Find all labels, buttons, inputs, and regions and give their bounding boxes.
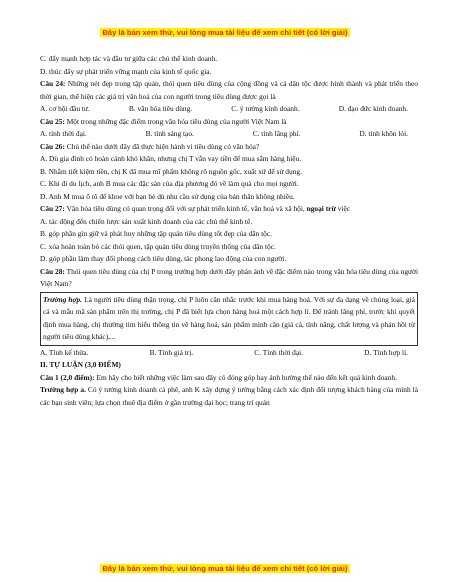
option-d: D. Tính hợp lí. bbox=[364, 347, 408, 357]
option-d: D. góp phần làm thay đổi phong cách tiêu dùng, tác phong lao động của con người. bbox=[40, 254, 287, 263]
case-title: Trường hợp. bbox=[43, 294, 83, 304]
case-a bbox=[40, 384, 418, 409]
case-text: Là người tiêu dùng thận trọng, chị P luôn cân nhắc trước khi mua hàng hoá. Với sự đa dạng về chủng loại, giá cả và mẫu mã sản phẩm trên thị trường, chị P đã biết lựa chọn hàng hoá một cách hợp lí. Để tránh lãng phí, trước khi quyết định mua hàng, chị thường tìm hiểu thông tin về hàng hoá, sản phẩm mình cần (giá cả, tính năng, chất lượng và phản hồi từ người tiêu dùng khác),... bbox=[43, 294, 415, 341]
preview-banner-top bbox=[0, 28, 450, 37]
question-26 bbox=[40, 141, 418, 154]
option-c: C. tính lãng phí. bbox=[252, 129, 301, 138]
essay-question-1 bbox=[40, 372, 418, 385]
banner-text: Đây là bản xem thử, vui lòng mua tài liệu để xem chi tiết (có lời giải) bbox=[102, 564, 348, 573]
option-c: C. xóa hoàn toàn bỏ các thói quen, tập quán tiêu dùng truyền thống của dân tộc. bbox=[40, 241, 276, 251]
question-text: Em hãy cho biết những việc làm sau đây có đóng góp hay ảnh hưởng thế nào đến kết quả kinh doanh. bbox=[94, 372, 397, 382]
option-d: D. tính khôn lỏi. bbox=[359, 129, 408, 138]
question-28 bbox=[40, 266, 418, 291]
question-24-options bbox=[40, 103, 418, 116]
option-b: B. văn hóa tiêu dùng. bbox=[128, 104, 193, 113]
section-heading bbox=[40, 359, 418, 372]
case-box bbox=[40, 292, 418, 346]
option-a: A. Dù gia đình có hoàn cảnh khó khăn, nhưng chị T vẫn vay tiền để mua sắm hàng hiệu. bbox=[40, 154, 302, 163]
option-a: A. tác động đến chiến lược sản xuất kinh doanh của các chủ thể kinh tế. bbox=[40, 216, 253, 226]
case-a-text: Có ý tưởng kinh doanh cà phê, anh K xây dựng ý tưởng bằng cách xác định đối tượng khách hàng của mình là các bạn sinh viên; lựa chọn thuê địa điểm ở gần trường đại học; trang trí quán bbox=[40, 385, 418, 407]
option-d: D. Anh M mua ô tô để khoe với bạn bè dù nhu cầu sử dụng của bản thân không nhiều. bbox=[40, 191, 295, 201]
preview-banner-bottom bbox=[0, 564, 450, 573]
option-b: B. tính sáng tạo. bbox=[145, 129, 194, 138]
document-body bbox=[40, 53, 418, 409]
question-text: Văn hóa tiêu dùng có quan trọng đối với sự phát triển kinh tế, văn hoá và xã hội, bbox=[64, 204, 307, 213]
option-a: A. cơ hội đầu tư. bbox=[40, 104, 90, 113]
question-text: Thói quen tiêu dùng của chị P trong trường hợp dưới đây phản ánh về đặc điểm nào trong văn hóa tiêu dùng của người Việt Nam? bbox=[40, 266, 419, 288]
option-b: B. Tính giá trị. bbox=[149, 347, 194, 357]
question-text: Chủ thể nào dưới đây đã thực hiện hành vi tiêu dùng có văn hóa? bbox=[64, 141, 260, 151]
prev-option-d: D. thúc đẩy sự phát triển vững mạnh của kinh tế quốc gia. bbox=[40, 66, 212, 76]
question-25 bbox=[40, 116, 418, 129]
question-27 bbox=[40, 203, 418, 216]
question-text: Những nét đẹp trong tập quán, thói quen tiêu dùng của cộng đồng và cá dân tộc được hình thành và phát triển theo thời gian, thể hiện các giá trị văn hoá của con người trong tiêu dùng được gọi là bbox=[40, 79, 418, 101]
option-b: B. góp phần gìn giữ và phát huy những tập quán tiêu dùng tốt đẹp của dân tộc. bbox=[40, 229, 272, 238]
prev-option-c: C. đẩy mạnh hợp tác và đầu tư giữa các chủ thể kinh doanh. bbox=[40, 54, 218, 63]
question-text: Một trong những đặc điểm trong văn hóa tiêu dùng của người Việt Nam là bbox=[64, 116, 287, 126]
section-heading-text: II. TỰ LUẬN (3,0 ĐIỂM) bbox=[40, 360, 121, 369]
banner-text: Đây là bản xem thử, vui lòng mua tài liệu để xem chi tiết (có lời giải) bbox=[102, 28, 348, 37]
question-label: Câu 27: bbox=[40, 204, 65, 213]
option-c: C. ý tưởng kinh doanh. bbox=[231, 104, 300, 113]
question-text-end: việc bbox=[335, 204, 351, 213]
case-a-label: Trường hợp a. bbox=[40, 385, 86, 394]
question-label: Câu 25: bbox=[40, 116, 65, 126]
question-label: Câu 28: bbox=[40, 266, 65, 276]
option-b: B. Nhằm tiết kiệm tiền, chị K đã mua mĩ phẩm không rõ nguồn gốc, xuất xứ để sử dụng. bbox=[40, 166, 302, 176]
option-a: A. Tính kế thừa. bbox=[40, 347, 89, 357]
option-c: C. Tính thời đại. bbox=[254, 347, 304, 357]
question-25-options bbox=[40, 128, 418, 141]
option-d: D. đạo đức kinh doanh. bbox=[338, 104, 408, 113]
question-24 bbox=[40, 78, 418, 103]
question-label: Câu 26: bbox=[40, 141, 65, 151]
option-a: A. tính thời đại. bbox=[40, 129, 87, 138]
question-28-options bbox=[40, 347, 418, 360]
question-emphasis: ngoại trừ bbox=[306, 204, 336, 213]
option-c: C. Khi đi du lịch, anh B mua các đặc sản của địa phương đó về làm quà cho mọi người. bbox=[40, 179, 299, 188]
question-label: Câu 1 (2,0 điểm): bbox=[40, 372, 95, 382]
question-label: Câu 24: bbox=[40, 79, 66, 88]
